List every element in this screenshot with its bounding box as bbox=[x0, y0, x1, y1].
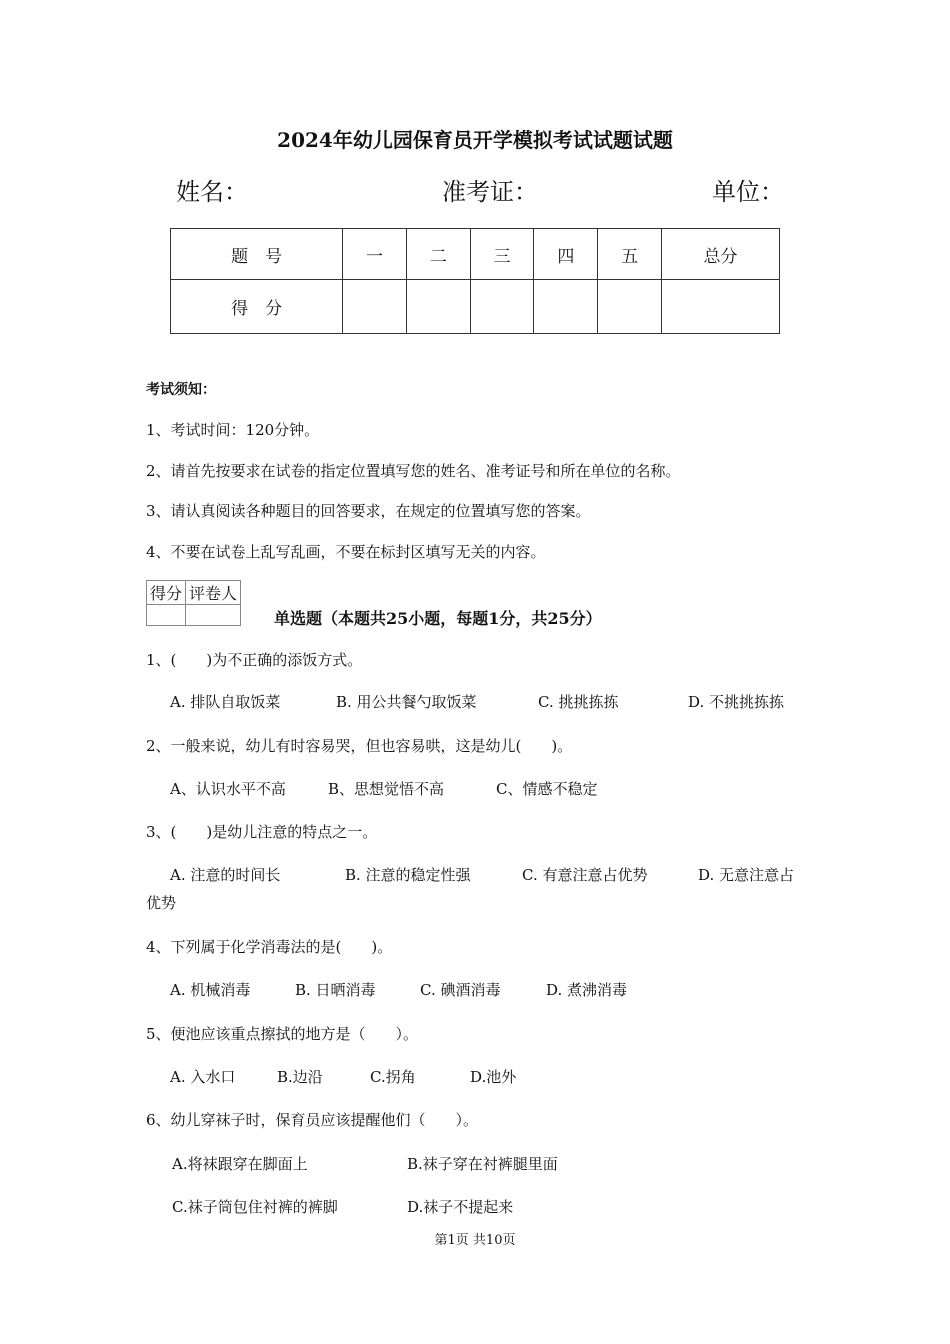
question-stem: 4、下列属于化学消毒法的是( )。 bbox=[146, 938, 393, 956]
score-cell bbox=[534, 280, 598, 334]
question-option: A. 入水口 bbox=[170, 1068, 236, 1086]
score-header-cell: 三 bbox=[470, 229, 534, 280]
score-table-score-row bbox=[171, 280, 780, 334]
score-cell bbox=[470, 280, 534, 334]
question-stem: 3、( )是幼儿注意的特点之一。 bbox=[146, 823, 378, 841]
notice-item: 4、不要在试卷上乱写乱画，不要在标封区填写无关的内容。 bbox=[146, 543, 546, 561]
grader-box bbox=[146, 580, 241, 626]
section-title: 单选题（本题共25小题，每题1分，共25分） bbox=[274, 609, 602, 628]
score-row-label: 得 分 bbox=[171, 280, 343, 334]
question-option: D.袜子不提起来 bbox=[407, 1198, 514, 1216]
score-cell bbox=[662, 280, 780, 334]
notice-item: 2、请首先按要求在试卷的指定位置填写您的姓名、准考证号和所在单位的名称。 bbox=[146, 462, 681, 480]
question-option: D. 煮沸消毒 bbox=[546, 981, 628, 999]
score-cell bbox=[598, 280, 662, 334]
score-header-cell: 总分 bbox=[662, 229, 780, 280]
score-cell bbox=[343, 280, 407, 334]
question-option: D.池外 bbox=[470, 1068, 517, 1086]
question-option: C.袜子筒包住衬裤的裤脚 bbox=[172, 1198, 338, 1216]
question-stem: 5、便池应该重点擦拭的地方是（ ）。 bbox=[146, 1025, 419, 1043]
name-label: 姓名： bbox=[176, 178, 248, 206]
exam-id-label: 准考证： bbox=[442, 178, 538, 206]
grader-score-label: 得分 bbox=[147, 581, 186, 605]
page-footer: 第1页 共10页 bbox=[434, 1233, 516, 1248]
question-option: C、情感不稳定 bbox=[496, 780, 598, 798]
question-stem: 2、一般来说，幼儿有时容易哭，但也容易哄，这是幼儿( )。 bbox=[146, 737, 573, 755]
question-option: B. 注意的稳定性强 bbox=[345, 866, 471, 884]
score-table bbox=[170, 228, 780, 334]
notice-item: 1、考试时间：120分钟。 bbox=[146, 421, 320, 439]
score-header-cell: 一 bbox=[343, 229, 407, 280]
question-option: C. 有意注意占优势 bbox=[522, 866, 648, 884]
question-option: C. 碘酒消毒 bbox=[420, 981, 501, 999]
question-stem: 6、幼儿穿袜子时，保育员应该提醒他们（ ）。 bbox=[146, 1111, 479, 1129]
score-header-cell: 二 bbox=[406, 229, 470, 280]
score-cell bbox=[406, 280, 470, 334]
document-title: 2024年幼儿园保育员开学模拟考试试题试题 bbox=[277, 128, 673, 152]
score-header-cell: 四 bbox=[534, 229, 598, 280]
grader-score-cell bbox=[147, 605, 186, 626]
question-option: B. 日晒消毒 bbox=[295, 981, 376, 999]
question-option: B.边沿 bbox=[277, 1068, 323, 1086]
question-stem: 1、( )为不正确的添饭方式。 bbox=[146, 651, 363, 669]
question-option: A. 机械消毒 bbox=[170, 981, 251, 999]
question-option: D. 无意注意占 bbox=[698, 866, 795, 884]
notice-item: 3、请认真阅读各种题目的回答要求，在规定的位置填写您的答案。 bbox=[146, 502, 591, 520]
question-option: B. 用公共餐勺取饭菜 bbox=[336, 693, 477, 711]
question-option: A. 排队自取饭菜 bbox=[170, 693, 281, 711]
question-option-wrap: 优势 bbox=[146, 894, 177, 912]
question-option: A、认识水平不高 bbox=[170, 780, 286, 798]
question-option: A. 注意的时间长 bbox=[170, 866, 281, 884]
question-option: A.将袜跟穿在脚面上 bbox=[172, 1155, 308, 1173]
question-option: D. 不挑挑拣拣 bbox=[688, 693, 785, 711]
score-table-header-row bbox=[171, 229, 780, 280]
question-option: B.袜子穿在衬裤腿里面 bbox=[407, 1155, 558, 1173]
question-option: C. 挑挑拣拣 bbox=[538, 693, 619, 711]
score-header-cell: 五 bbox=[598, 229, 662, 280]
grader-reviewer-cell bbox=[186, 605, 241, 626]
question-option: B、思想觉悟不高 bbox=[328, 780, 445, 798]
question-option: C.拐角 bbox=[370, 1068, 416, 1086]
unit-label: 单位： bbox=[712, 178, 784, 206]
notice-heading: 考试须知： bbox=[146, 382, 216, 398]
grader-reviewer-label: 评卷人 bbox=[186, 581, 241, 605]
score-header-cell: 题 号 bbox=[171, 229, 343, 280]
